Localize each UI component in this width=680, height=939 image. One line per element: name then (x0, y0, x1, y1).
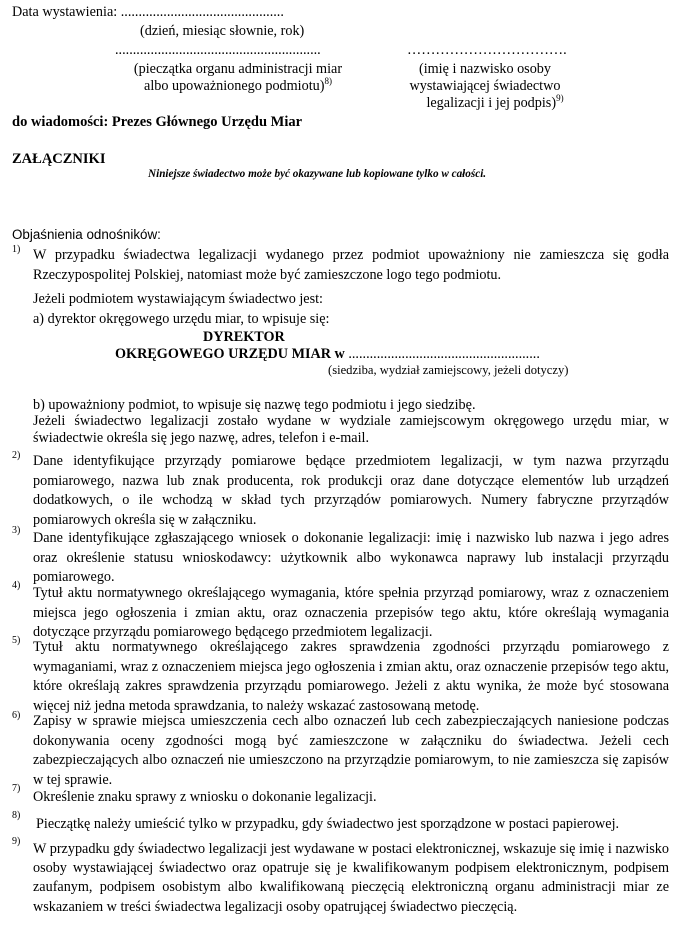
person-caption-line3: legalizacji i jej podpis) (426, 95, 557, 111)
person-caption-line2: wystawiającej świadectwo (409, 78, 561, 94)
director-line2-wrap (115, 346, 540, 363)
footnote-1-option-a: a) dyrektor okręgowego urzędu miar, to wpisuje się: (33, 311, 330, 327)
footnote-4-text: Tytuł aktu normatywnego określającego wymagania, które spełnia przyrząd pomiarowy, wraz z oznaczeniem miejsca jego ogłoszenia i zmian aktu, oraz oznaczenia przepisów tego aktu, które określają wymagania dotyczące przyrządu pomiarowego będącego przedmiotem legalizacji. (33, 585, 669, 640)
footnote-1-number: 1) (12, 244, 21, 255)
footnote-3-number: 3) (12, 525, 21, 536)
footnote-7-text: Określenie znaku sprawy z wniosku o dokonanie legalizacji. (33, 789, 377, 805)
issue-date-dots: .............................................. (120, 4, 284, 20)
stamp-dots: .......................................................... (115, 42, 321, 58)
stamp-caption-line2: albo upoważnionego podmiotu) (144, 78, 325, 94)
person-caption-line3-wrap (390, 95, 580, 113)
person-caption-line1: (imię i nazwisko osoby (418, 61, 551, 77)
director-dots: ...................................................... (348, 346, 540, 362)
person-footnote-ref: 9) (556, 93, 564, 103)
footnotes-heading: Objaśnienia odnośników: (12, 227, 161, 242)
attachments-note: Niniejsze świadectwo może być okazywane lub kopiowane tylko w całości. (148, 168, 487, 180)
director-line2: OKRĘGOWEGO URZĘDU MIAR w (115, 346, 345, 362)
footnote-9-number: 9) (12, 836, 21, 847)
issue-date-hint: (dzień, miesiąc słownie, rok) (140, 23, 305, 39)
footnote-1-extra: Jeżeli świadectwo legalizacji zostało wydane w wydziale zamiejscowym okręgowego urzędu miar, w świadectwie określa się jego nazwę, adres, telefon i e-mail. (33, 413, 669, 446)
footnote-2-number: 2) (12, 450, 21, 461)
footnote-4-number: 4) (12, 580, 21, 591)
footnote-6-text: Zapisy w sprawie miejsca umieszczenia cech albo oznaczeń lub cech zabezpieczających naniesione podczas dokonywania oceny zgodności mogą być zamieszczone w załączniku do świadectwa. Jeżeli cech zabezpieczających albo oznaczeń nie umieszczono na przyrządzie pomiarowym, to nie zamieszcza się zapisów w tej sprawie. (33, 713, 669, 788)
footnote-7-number: 7) (12, 783, 21, 794)
footnote-5-text: Tytuł aktu normatywnego określającego zakres sprawdzenia zgodności przyrządu pomiarowego z wymaganiami, wraz z oznaczeniem miejsca jego ogłoszenia i zmian aktu, oraz oznaczenie przepisów tego aktu, które określają zakres sprawdzenia przyrządu pomiarowego. Jeżeli z aktu wynika, że może być stosowana więcej niż jedna metoda sprawdzania, to należy wskazać zastosowaną metodę. (33, 639, 669, 714)
stamp-footnote-ref: 8) (324, 76, 332, 86)
recipient-line: do wiadomości: Prezes Głównego Urzędu Miar (12, 114, 303, 130)
person-dots: ……………………………. (407, 42, 567, 58)
issue-date-line (12, 4, 284, 21)
person-caption (390, 61, 580, 113)
footnote-8-text: Pieczątkę należy umieścić tylko w przypadku, gdy świadectwo jest sporządzone w postaci papierowej. (36, 816, 620, 832)
footnote-1-text: W przypadku świadectwa legalizacji wydanego przez podmiot upoważniony nie zamieszcza się godła Rzeczypospolitej Polskiej, natomiast może być zamieszczone logo tego podmiotu. (33, 247, 669, 283)
footnote-1-intro: Jeżeli podmiotem wystawiającym świadectwo jest: (33, 291, 323, 307)
footnote-6-number: 6) (12, 710, 21, 721)
footnote-2-text: Dane identyfikujące przyrządy pomiarowe będące przedmiotem legalizacji, w tym nazwa przyrządu pomiarowego, nazwa lub znak producenta, rok produkcji oraz dane dotyczące elementów lub urządzeń dodatkowych, o ile wchodzą w skład tych przyrządów pomiarowych. Numery fabryczne przyrządów pomiarowych określa się w załączniku. (33, 453, 669, 528)
stamp-caption-line1: (pieczątka organu administracji miar (133, 61, 343, 77)
director-hint: (siedziba, wydział zamiejscowy, jeżeli dotyczy) (328, 363, 569, 377)
footnote-8-number: 8) (12, 810, 21, 821)
footnote-5-number: 5) (12, 635, 21, 646)
stamp-caption (118, 61, 358, 96)
attachments-heading: ZAŁĄCZNIKI (12, 151, 106, 167)
director-line1: DYREKTOR (203, 329, 285, 345)
issue-date-label: Data wystawienia: (12, 4, 118, 20)
footnote-1-option-b: b) upoważniony podmiot, to wpisuje się nazwę tego podmiotu i jego siedzibę. (33, 397, 476, 413)
footnote-3-text: Dane identyfikujące zgłaszającego wniosek o dokonanie legalizacji: imię i nazwisko lub nazwa i jego adres oraz określenie statusu wnioskodawcy: użytkownik albo wykonawca naprawy lub instalacji przyrządu pomiarowego. (33, 530, 669, 585)
footnote-9-text: W przypadku gdy świadectwo legalizacji jest wydawane w postaci elektronicznej, wskazuje się imię i nazwisko osoby wystawiającej świadectwo oraz opatruje się je kwalifikowanym podpisem elektronicznym, podpisem zaufanym, podpisem osobistym albo kwalifikowaną pieczęcią elektroniczną organu administracji miar ze wskazaniem w treści świadectwa legalizacji osoby opatrującej świadectwo pieczęcią. (33, 841, 669, 915)
stamp-caption-line2-wrap (118, 78, 358, 96)
